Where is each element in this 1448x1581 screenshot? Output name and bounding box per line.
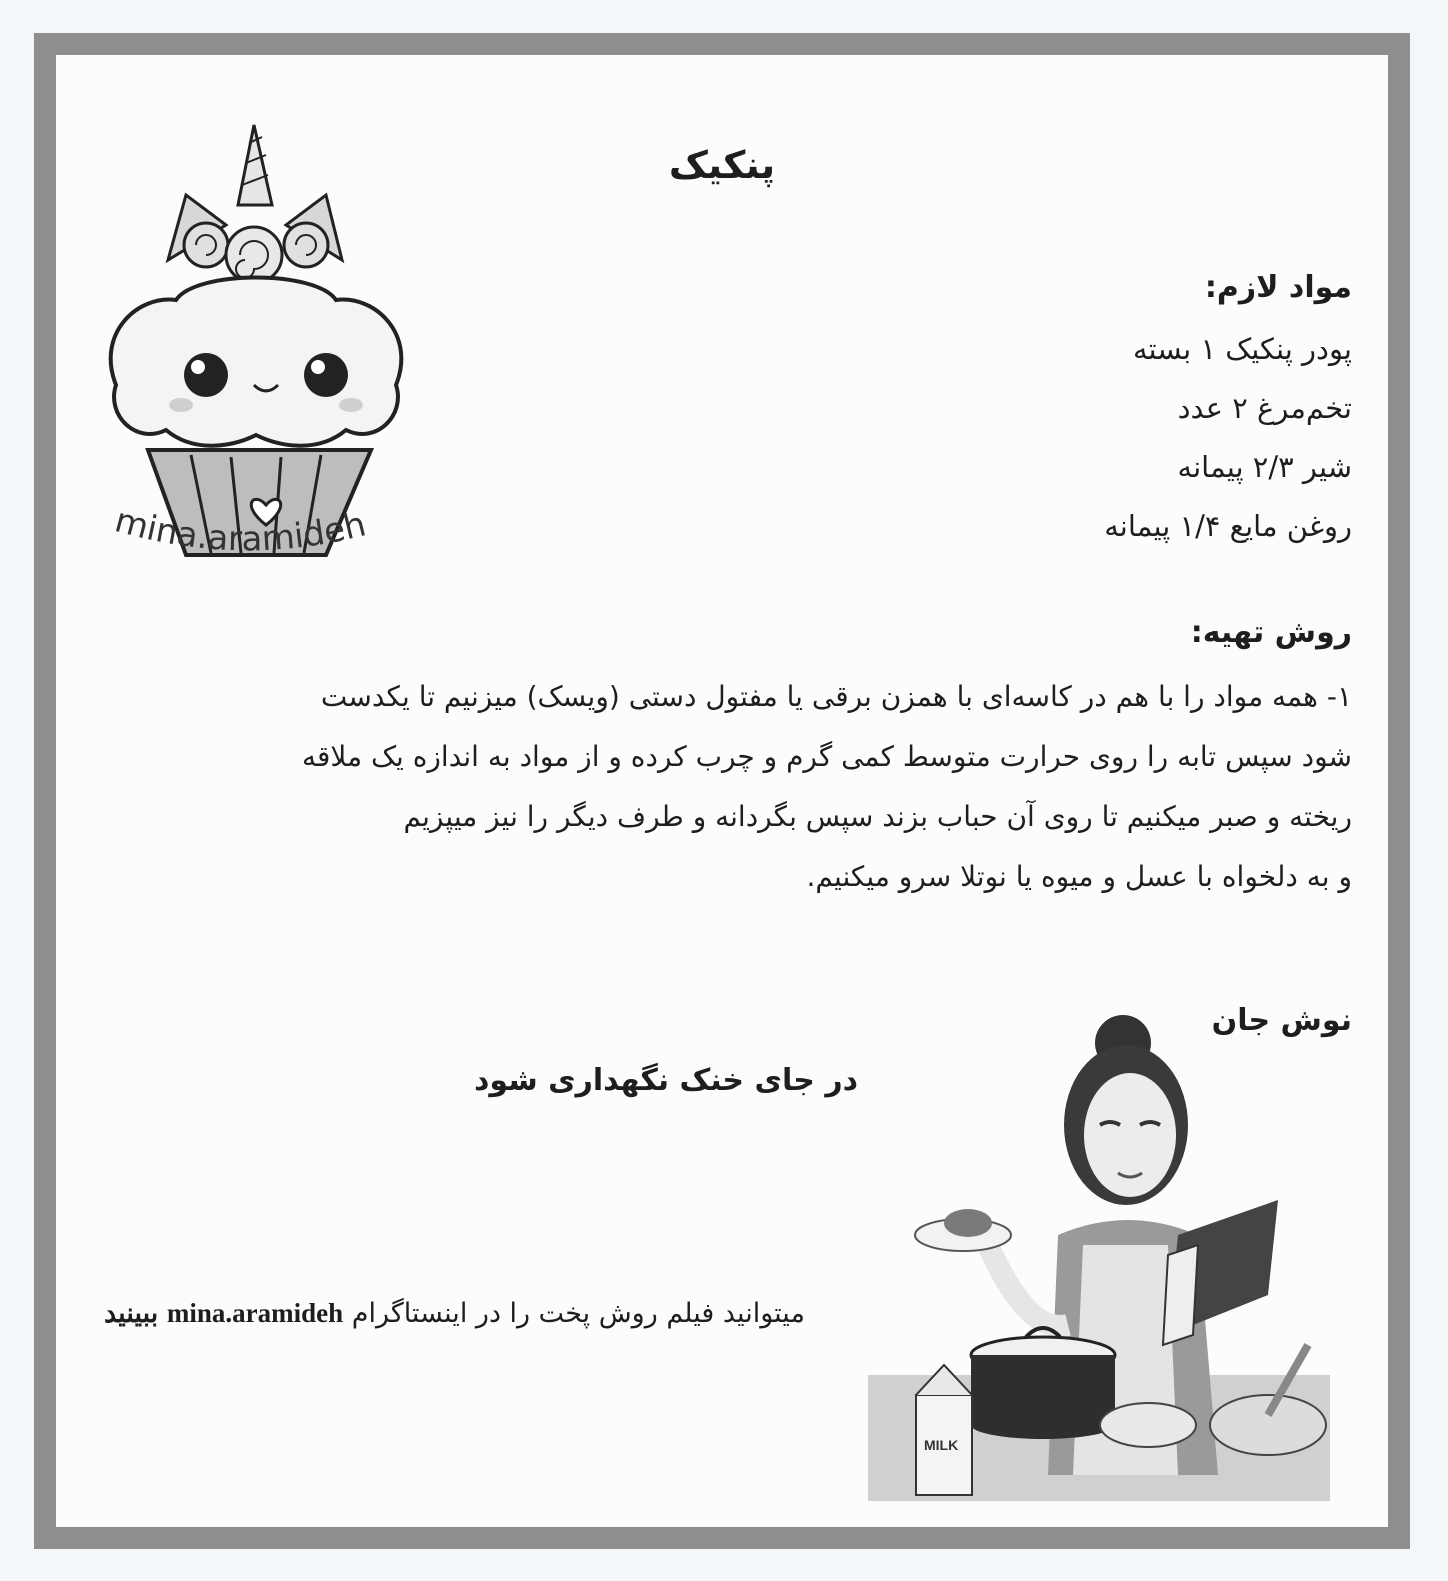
ingredient-item: شیر ۲/۳ پیمانه	[1177, 450, 1352, 484]
ingredient-item: پودر پنکیک ۱ بسته	[1133, 332, 1352, 366]
ingredient-item: تخم‌مرغ ۲ عدد	[1177, 391, 1352, 425]
method-line: ۱- همه مواد را با هم در کاسه‌ای با همزن برقی یا مفتول دستی (ویسک) میزنیم تا یکدست	[320, 680, 1352, 713]
logo-text-arc	[108, 500, 418, 580]
milk-label: MILK	[924, 1437, 959, 1453]
instagram-handle[interactable]: mina.aramideh	[166, 1298, 344, 1328]
method-line: شود سپس تابه را روی حرارت متوسط کمی گرم و چرب کرده و از مواد به اندازه یک ملاقه	[301, 740, 1352, 773]
recipe-card	[56, 55, 1388, 1527]
woman-cooking-illustration	[868, 1005, 1330, 1501]
recipe-title: پنکیک	[668, 143, 776, 187]
logo-text: mina.aramideh	[110, 500, 370, 560]
closing-text: نوش جان	[1211, 1003, 1352, 1038]
ingredients-list	[752, 320, 1352, 556]
ingredient-item: روغن مایع ۱/۴ پیمانه	[1104, 509, 1352, 543]
instagram-suffix: ببینید	[104, 1298, 159, 1328]
page-frame	[34, 33, 1410, 1549]
instagram-prefix: میتوانید فیلم روش پخت را در اینستاگرام	[351, 1298, 805, 1329]
method-text	[100, 667, 1352, 907]
instagram-note	[104, 1298, 964, 1329]
method-heading: روش تهیه:	[1190, 615, 1352, 650]
method-line: ریخته و صبر میکنیم تا روی آن حباب بزند سپس بگردانه و طرف دیگر را نیز میپزیم	[403, 800, 1352, 833]
ingredients-heading: مواد لازم:	[1204, 270, 1352, 305]
method-line: و به دلخواه با عسل و میوه یا نوتلا سرو میکنیم.	[806, 860, 1352, 893]
storage-note: در جای خنک نگهداری شود	[473, 1063, 858, 1098]
